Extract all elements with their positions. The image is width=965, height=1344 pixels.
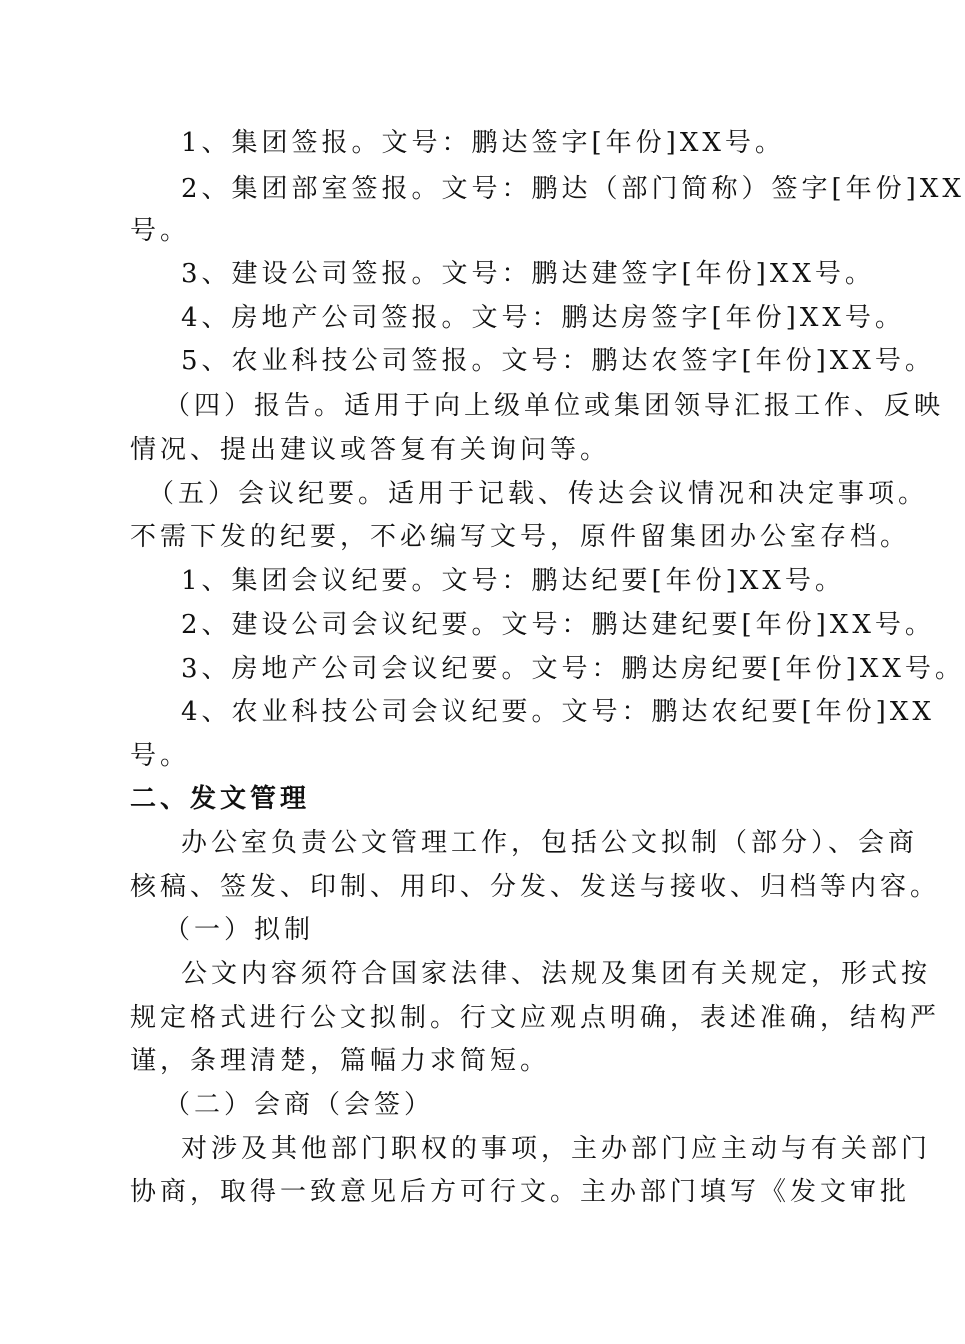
text-line: 2、建设公司会议纪要。文号：鹏达建纪要[年份]XX号。 bbox=[181, 610, 935, 640]
text-line: 谨，条理清楚，篇幅力求简短。 bbox=[130, 1046, 551, 1076]
text-line: 4、农业科技公司会议纪要。文号：鹏达农纪要[年份]XX bbox=[181, 697, 935, 727]
text-line: 对涉及其他部门职权的事项，主办部门应主动与有关部门 bbox=[181, 1134, 932, 1164]
text-line: 号。 bbox=[130, 741, 191, 771]
text-line: 1、集团签报。文号：鹏达签字[年份]XX号。 bbox=[181, 128, 785, 158]
text-line: 核稿、签发、印制、用印、分发、发送与接收、归档等内容。 bbox=[130, 872, 941, 902]
text-line: 不需下发的纪要，不必编写文号，原件留集团办公室存档。 bbox=[130, 522, 911, 552]
text-line: （四）报告。适用于向上级单位或集团领导汇报工作、反映 bbox=[164, 391, 945, 421]
text-line: （五）会议纪要。适用于记载、传达会议情况和决定事项。 bbox=[148, 479, 929, 509]
text-line: 4、房地产公司签报。文号：鹏达房签字[年份]XX号。 bbox=[181, 303, 905, 333]
text-line: 情况、提出建议或答复有关询问等。 bbox=[130, 435, 611, 465]
text-line: 5、农业科技公司签报。文号：鹏达农签字[年份]XX号。 bbox=[181, 346, 935, 376]
subsection-heading: （一）拟制 bbox=[164, 915, 315, 945]
text-line: 2、集团部室签报。文号：鹏达（部门简称）签字[年份]XX bbox=[181, 174, 965, 204]
text-line: 办公室负责公文管理工作，包括公文拟制（部分）、会商 bbox=[181, 828, 919, 858]
text-line: 3、房地产公司会议纪要。文号：鹏达房纪要[年份]XX号。 bbox=[181, 654, 965, 684]
text-line: 1、集团会议纪要。文号：鹏达纪要[年份]XX号。 bbox=[181, 566, 845, 596]
text-line: 协商，取得一致意见后方可行文。主办部门填写《发文审批 bbox=[130, 1177, 911, 1207]
text-line: 规定格式进行公文拟制。行文应观点明确，表述准确，结构严 bbox=[130, 1003, 941, 1033]
subsection-heading: （二）会商（会签） bbox=[164, 1090, 435, 1120]
text-line: 号。 bbox=[130, 216, 191, 246]
text-line: 3、建设公司签报。文号：鹏达建签字[年份]XX号。 bbox=[181, 259, 875, 289]
section-heading: 二、发文管理 bbox=[130, 784, 311, 814]
text-line: 公文内容须符合国家法律、法规及集团有关规定，形式按 bbox=[181, 959, 932, 989]
